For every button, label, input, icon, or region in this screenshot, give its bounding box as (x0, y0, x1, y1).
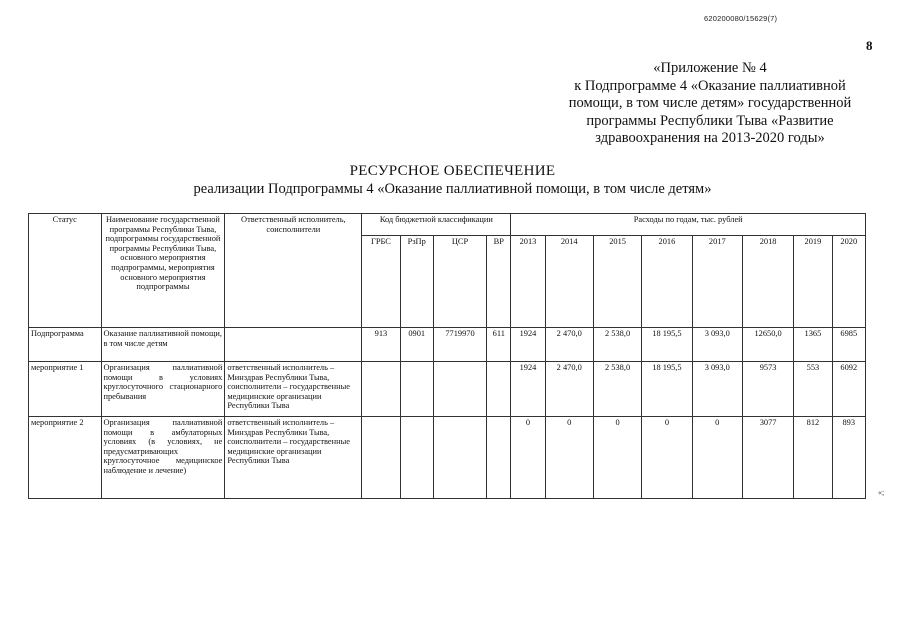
header-year: 2019 (794, 236, 832, 328)
appendix-line: помощи, в том числе детям» государственной (568, 95, 852, 111)
row-status: мероприятие 1 (29, 362, 102, 417)
row-code (400, 362, 433, 417)
row-code (362, 417, 400, 499)
row-value: 0 (642, 417, 692, 499)
table-header-row (29, 214, 866, 236)
table-row (29, 417, 866, 499)
row-name: Организация паллиативной помощи в амбулаторных условиях (в условиях, не предусматривающих круглосуточное медицинское наблюдение и лечение) (101, 417, 225, 499)
row-value: 3 093,0 (692, 362, 742, 417)
header-budget-code: Код бюджетной классификации (362, 214, 511, 236)
row-value: 9573 (742, 362, 793, 417)
closing-quote-mark: «; (878, 488, 885, 497)
header-year: 2018 (742, 236, 793, 328)
row-name: Организация паллиативной помощи в условиях круглосуточного стационарного пребывания (101, 362, 225, 417)
appendix-line: программы Республики Тыва «Развитие (586, 112, 834, 129)
header-year: 2020 (832, 236, 865, 328)
header-year: 2015 (593, 236, 641, 328)
appendix-header (560, 60, 860, 148)
row-code (487, 362, 511, 417)
row-value: 12650,0 (742, 328, 793, 362)
row-code: 0901 (400, 328, 433, 362)
header-name: Наименование государственной программы Республики Тыва, подпрограммы государственной программы Республики Тыва, основного мероприятия подпрограммы, мероприятия основного мероприятия подпрограммы (101, 214, 225, 328)
row-executor: ответственный исполнитель – Минздрав Республики Тыва, соисполнители – государственные медицинские организации Республики Тыва (225, 362, 362, 417)
document-number: 620200080/15629(7) (704, 14, 778, 23)
row-code (487, 417, 511, 499)
header-executor: Ответственный исполнитель, соисполнители (225, 214, 362, 328)
header-year: 2014 (545, 236, 593, 328)
row-value: 2 538,0 (593, 328, 641, 362)
row-value: 0 (511, 417, 545, 499)
row-executor (225, 328, 362, 362)
header-expenses: Расходы по годам, тыс. рублей (511, 214, 866, 236)
resource-table (28, 213, 866, 499)
row-value: 18 195,5 (642, 328, 692, 362)
row-value: 0 (545, 417, 593, 499)
table-row (29, 362, 866, 417)
header-year: 2017 (692, 236, 742, 328)
table-row (29, 328, 866, 362)
row-value: 18 195,5 (642, 362, 692, 417)
row-value: 812 (794, 417, 832, 499)
row-value: 553 (794, 362, 832, 417)
row-code: 611 (487, 328, 511, 362)
page-number: 8 (866, 38, 873, 53)
row-code: 7719970 (433, 328, 486, 362)
row-value: 2 470,0 (545, 362, 593, 417)
header-code-col: ЦСР (433, 236, 486, 328)
row-value: 0 (593, 417, 641, 499)
row-code (433, 417, 486, 499)
appendix-line: к Подпрограмме 4 «Оказание паллиативной (574, 77, 846, 94)
appendix-line: «Приложение № 4 (653, 60, 767, 76)
row-code (400, 417, 433, 499)
row-value: 1365 (794, 328, 832, 362)
header-year: 2013 (511, 236, 545, 328)
row-value: 1924 (511, 362, 545, 417)
row-code (362, 362, 400, 417)
row-value: 893 (832, 417, 865, 499)
row-value: 6092 (832, 362, 865, 417)
row-value: 2 470,0 (545, 328, 593, 362)
row-value: 0 (692, 417, 742, 499)
row-value: 3 093,0 (692, 328, 742, 362)
row-status: мероприятие 2 (29, 417, 102, 499)
header-year: 2016 (642, 236, 692, 328)
row-code: 913 (362, 328, 400, 362)
header-code-col: РзПр (400, 236, 433, 328)
row-name: Оказание паллиативной помощи, в том числе детям (101, 328, 225, 362)
document-subtitle: реализации Подпрограммы 4 «Оказание паллиативной помощи, в том числе детям» (193, 181, 712, 197)
row-value: 1924 (511, 328, 545, 362)
row-value: 3077 (742, 417, 793, 499)
row-status: Подпрограмма (29, 328, 102, 362)
document-title: РЕСУРСНОЕ ОБЕСПЕЧЕНИЕ (349, 163, 556, 179)
row-code (433, 362, 486, 417)
row-value: 2 538,0 (593, 362, 641, 417)
header-status: Статус (29, 214, 102, 328)
header-code-col: ВР (487, 236, 511, 328)
appendix-line: здравоохранения на 2013-2020 годы» (595, 130, 825, 146)
row-value: 6985 (832, 328, 865, 362)
header-code-col: ГРБС (362, 236, 400, 328)
row-executor: ответственный исполнитель – Минздрав Республики Тыва, соисполнители – государственные медицинские организации Республики Тыва (225, 417, 362, 499)
